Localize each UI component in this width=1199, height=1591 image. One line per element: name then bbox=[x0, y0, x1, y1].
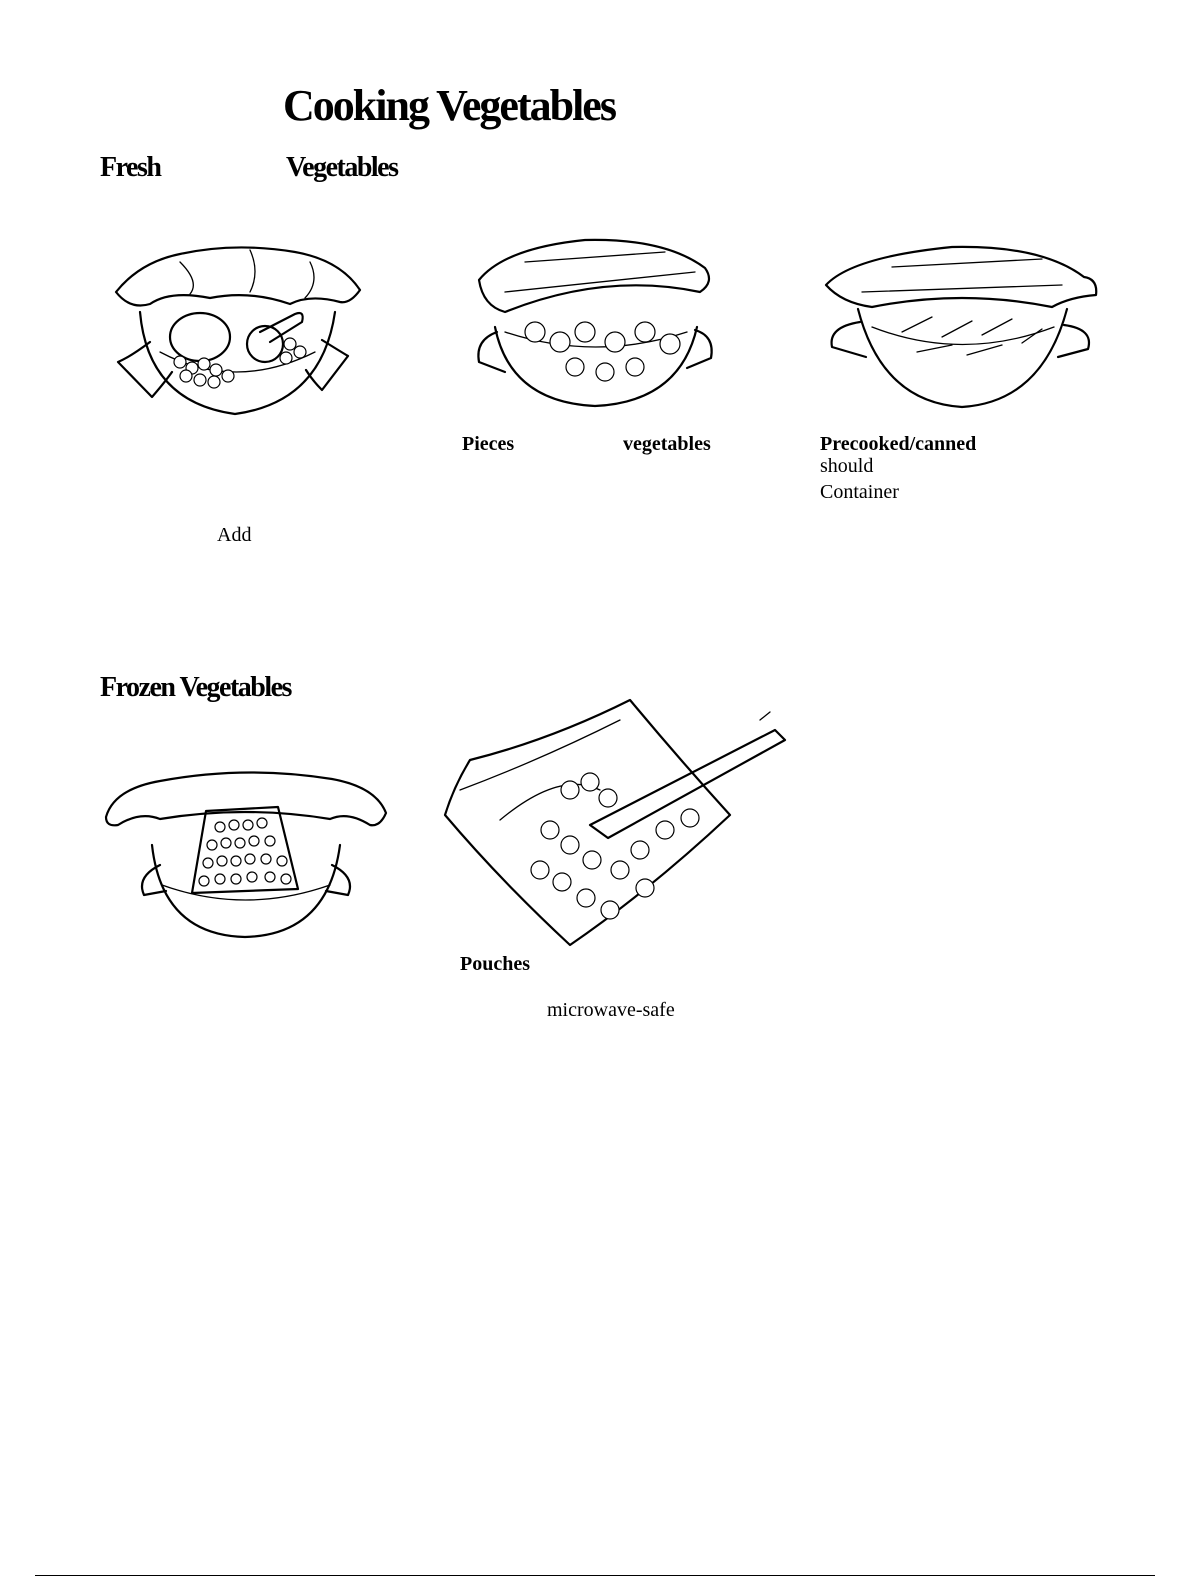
fresh-heading-word2: Vegetables bbox=[286, 152, 398, 183]
footer-rule bbox=[35, 1575, 1155, 1576]
pieces-word2: vegetables bbox=[623, 433, 711, 455]
fresh-text-add: Add bbox=[217, 524, 252, 546]
frozen-heading: Frozen Vegetables bbox=[100, 672, 291, 703]
fresh-heading-word1: Fresh bbox=[100, 152, 161, 183]
precooked-line3: Container bbox=[820, 481, 899, 503]
covered-bowl-vegetable-pieces-illustration bbox=[465, 232, 730, 412]
pouch-being-cut-with-knife-illustration bbox=[440, 700, 790, 950]
pouches-line1: Pouches bbox=[460, 953, 530, 975]
covered-dish-frozen-block-illustration bbox=[100, 765, 390, 945]
precooked-line2: should bbox=[820, 455, 874, 477]
covered-bowl-mixed-vegetables-illustration bbox=[110, 232, 370, 427]
covered-bowl-precooked-vegetables-illustration bbox=[822, 237, 1102, 412]
pouches-line2: microwave-safe bbox=[547, 999, 675, 1021]
pieces-word1: Pieces bbox=[462, 433, 515, 455]
precooked-line1: Precooked/canned bbox=[820, 433, 977, 455]
page-title: Cooking Vegetables bbox=[283, 81, 615, 130]
